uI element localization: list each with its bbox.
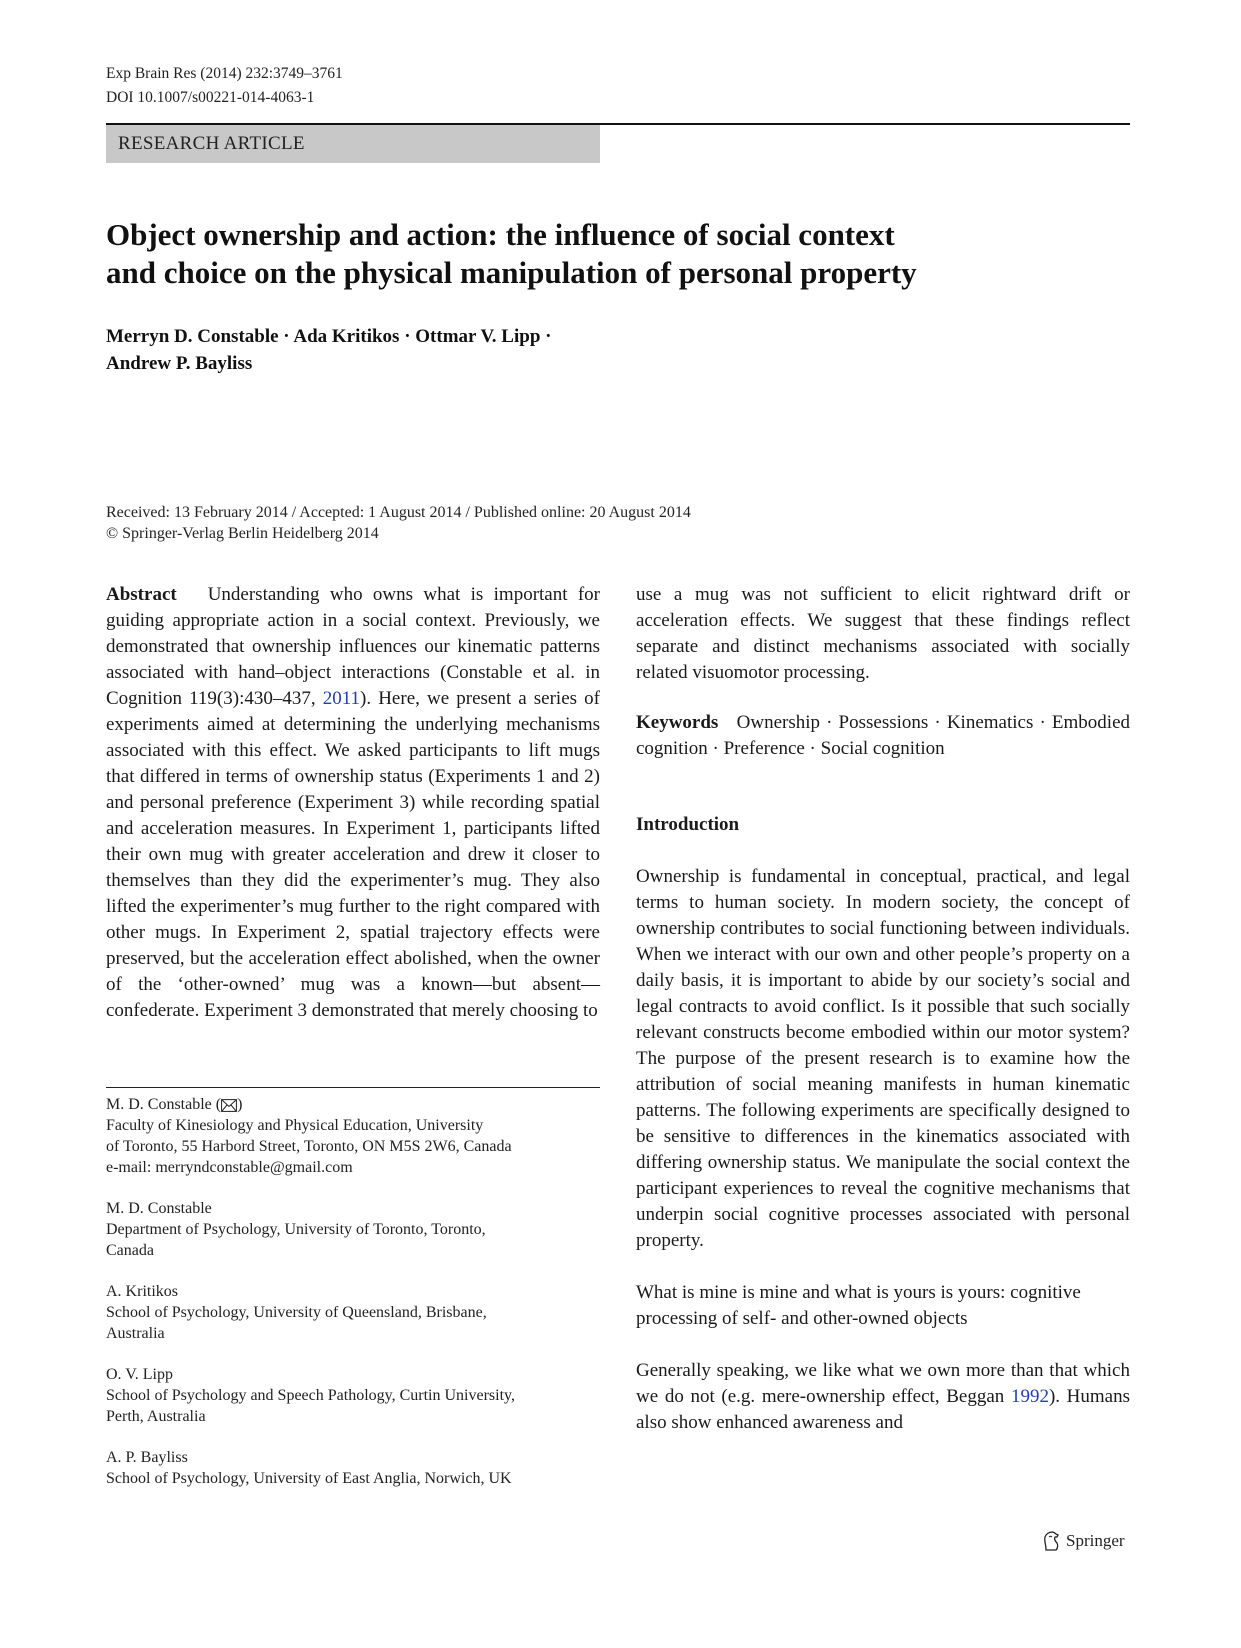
citation-link-2011[interactable]: 2011 <box>322 688 361 709</box>
affiliation-3 <box>106 1281 600 1344</box>
footnote-rule <box>106 1087 600 1088</box>
abstract-heading: Abstract <box>106 584 177 605</box>
title-line-1: Object ownership and action: the influence of social context <box>106 217 895 252</box>
introduction-paragraph-2 <box>636 1358 1130 1436</box>
author-email[interactable]: e-mail: merryndconstable@gmail.com <box>106 1159 353 1176</box>
introduction-heading: Introduction <box>636 814 740 835</box>
introduction-subheading: What is mine is mine and what is yours is yours: cognitive processing of self- and other-owned objects <box>636 1282 1081 1329</box>
springer-horse-icon <box>1040 1530 1062 1552</box>
affiliation-name: A. Kritikos <box>106 1283 178 1300</box>
received-accepted-published: Received: 13 February 2014 / Accepted: 1 August 2014 / Published online: 20 August 2014 <box>106 504 691 521</box>
affiliation-4 <box>106 1364 600 1427</box>
author-affiliations <box>106 1094 600 1509</box>
author-list <box>106 323 806 377</box>
affiliation-2 <box>106 1198 600 1261</box>
affiliation-line: Perth, Australia <box>106 1408 206 1425</box>
abstract-text-part1: Understanding who owns what is important for guiding appropriate action in a social context. Previously, we demonstrated that ownership influences our kinematic patterns associated with hand–object interactions (Constable et al. in Cognition 119(3):430–437, <box>106 584 600 709</box>
affiliation-name: M. D. Constable <box>106 1200 212 1217</box>
affiliation-name: M. D. Constable ( ) <box>106 1096 243 1113</box>
abstract-paragraph <box>106 582 600 1024</box>
affiliation-line: of Toronto, 55 Harbord Street, Toronto, ON M5S 2W6, Canada <box>106 1138 512 1155</box>
affiliation-name: A. P. Bayliss <box>106 1449 188 1466</box>
abstract-continuation: use a mug was not sufficient to elicit rightward drift or acceleration effects. We suggest that these findings reflect separate and distinct mechanisms associated with socially related visuomotor processing. <box>636 584 1130 683</box>
affiliation-line: Canada <box>106 1242 154 1259</box>
right-column-content <box>636 582 1130 1436</box>
affiliation-line: Faculty of Kinesiology and Physical Education, University <box>106 1117 484 1134</box>
keywords-paragraph <box>636 710 1130 762</box>
affiliation-line: School of Psychology, University of Queensland, Brisbane, <box>106 1304 487 1321</box>
envelope-icon[interactable] <box>221 1099 237 1112</box>
paragraph-2-text-part1: Generally speaking, we like what we own more than that which we do not (e.g. mere-ownership effect, Beggan <box>636 1360 1130 1407</box>
article-title <box>106 216 1106 292</box>
article-type-label: RESEARCH ARTICLE <box>106 125 600 163</box>
journal-citation: Exp Brain Res (2014) 232:3749–3761 <box>106 65 343 82</box>
keywords-heading: Keywords <box>636 712 719 733</box>
copyright-notice: © Springer-Verlag Berlin Heidelberg 2014 <box>106 525 379 542</box>
publisher-name: Springer <box>1066 1531 1125 1550</box>
affiliation-line: School of Psychology, University of East Anglia, Norwich, UK <box>106 1470 512 1487</box>
affiliation-line: Department of Psychology, University of Toronto, Toronto, <box>106 1221 486 1238</box>
paragraph-2-text-part2: ). Humans also show enhanced awareness and <box>636 1386 1130 1433</box>
abstract-text-part2: ). Here, we present a series of experiments aimed at determining the underlying mechanisms associated with this effect. We asked participants to lift mugs that differed in terms of ownership status (Experiments 1 and 2) and personal preference (Experiment 3) while recording spatial and acceleration measures. In Experiment 1, participants lifted their own mug with greater acceleration and drew it closer to themselves than they did the experimenter’s mug. They also lifted the experimenter’s mug further to the right compared with other mugs. In Experiment 2, spatial trajectory effects were preserved, but the acceleration effect abolished, when the owner of the ‘other-owned’ mug was a known—but absent—confederate. Experiment 3 demonstrated that merely choosing to <box>106 688 600 1021</box>
title-line-2: and choice on the physical manipulation of personal property <box>106 255 917 290</box>
doi: DOI 10.1007/s00221-014-4063-1 <box>106 89 315 106</box>
affiliation-name: O. V. Lipp <box>106 1366 173 1383</box>
keywords-list: Ownership · Possessions · Kinematics · Embodied cognition · Preference · Social cognition <box>636 712 1130 759</box>
publisher-logo <box>1040 1529 1125 1553</box>
affiliation-5 <box>106 1447 600 1489</box>
citation-link-1992[interactable]: 1992 <box>1010 1386 1049 1407</box>
right-column <box>636 582 1130 1436</box>
affiliation-line: Australia <box>106 1325 165 1342</box>
affiliation-1 <box>106 1094 600 1178</box>
publication-dates <box>106 502 1006 544</box>
affiliation-line: School of Psychology and Speech Pathology, Curtin University, <box>106 1387 515 1404</box>
introduction-paragraph-1: Ownership is fundamental in conceptual, practical, and legal terms to human society. In modern society, the concept of ownership contributes to social functioning between individuals. When we interact with our own and other people’s property on a daily basis, it is important to abide by our society’s social and legal contracts to avoid conflict. Is it possible that such socially relevant constructs become embodied within our motor system? The purpose of the present research is to examine how the attribution of social meaning manifests in human kinematic patterns. The following experiments are specifically designed to be sensitive to differences in the kinematics associated with differing ownership status. We manipulate the social context the participant experiences to reveal the cognitive mechanisms that underpin social cognitive processes associated with personal property. <box>636 866 1130 1251</box>
authors-line-2: Andrew P. Bayliss <box>106 353 253 374</box>
abstract-column <box>106 582 600 1024</box>
authors-line-1: Merryn D. Constable · Ada Kritikos · Ottmar V. Lipp · <box>106 326 552 347</box>
